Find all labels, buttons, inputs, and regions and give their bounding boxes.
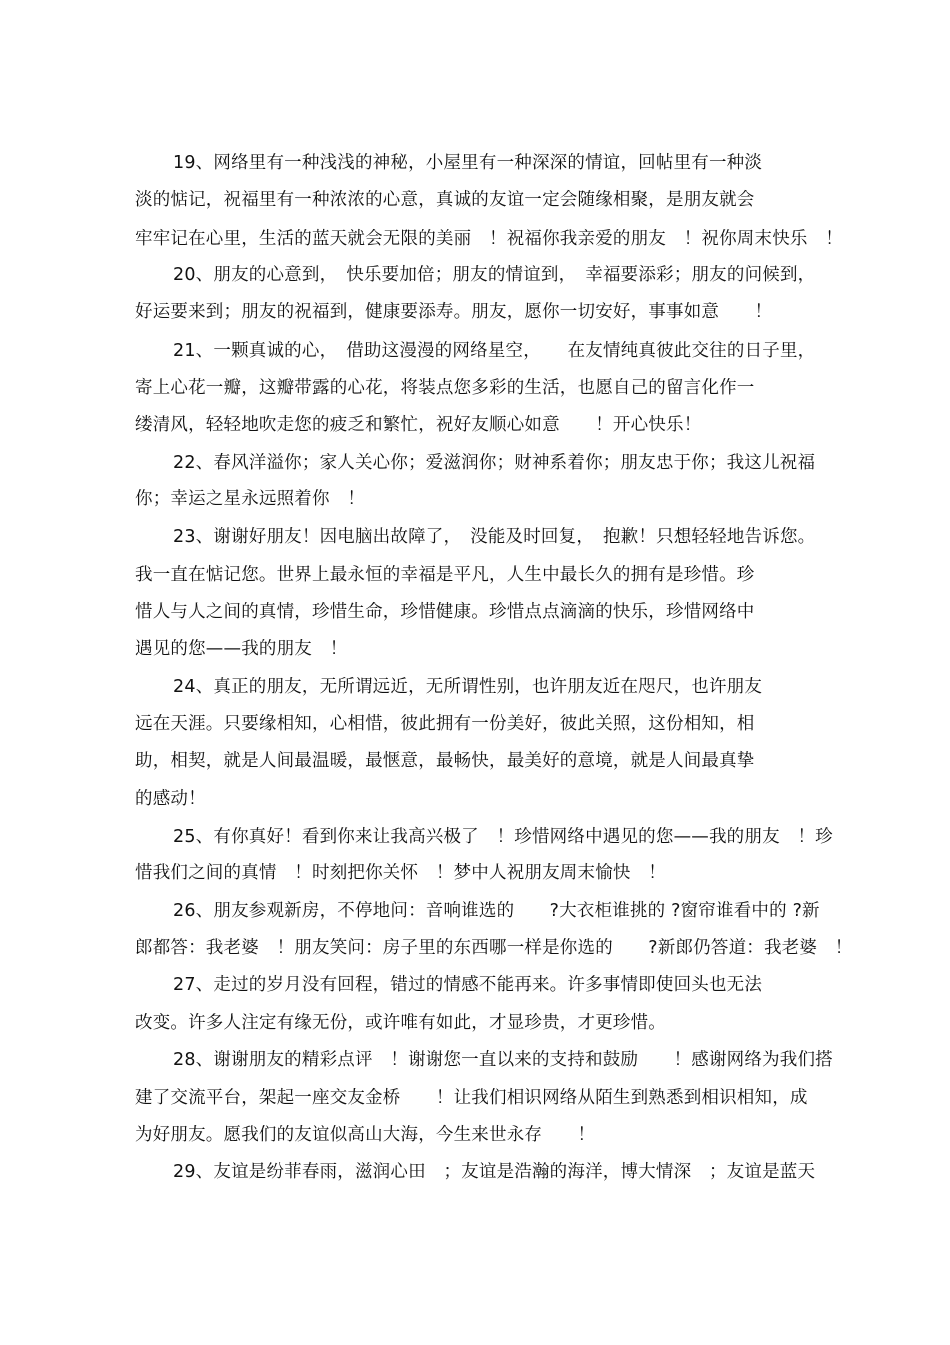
paragraph-21-line-1: 21、一颗真诚的心， 借助这漫漫的网络星空， 在友情纯真彼此交往的日子里， [173, 341, 816, 361]
paragraph-25-line-2: 惜我们之间的真情 ！时刻把你关怀 ！梦中人祝朋友周末愉快 ！ [135, 863, 666, 883]
paragraph-29-line-1: 29、友谊是纷菲春雨，滋润心田 ；友谊是浩瀚的海洋，博大情深 ；友谊是蓝天 [173, 1162, 816, 1182]
paragraph-25-line-1: 25、有你真好！看到你来让我高兴极了 ！珍惜网络中遇见的您——我的朋友 ！珍 [173, 827, 833, 847]
paragraph-27-line-1: 27、走过的岁月没有回程，错过的情感不能再来。许多事情即使回头也无法 [173, 975, 763, 995]
paragraph-27-line-2: 改变。许多人注定有缘无份，或许唯有如此，才显珍贵，才更珍惜。 [135, 1013, 666, 1033]
paragraph-24-line-4: 的感动！ [135, 789, 206, 809]
paragraph-28-line-2: 建了交流平台，架起一座交友金桥 ！让我们相识网络从陌生到熟悉到相识相知，成 [135, 1088, 808, 1108]
paragraph-22-line-2: 你；幸运之星永远照着你 ！ [135, 489, 366, 509]
paragraph-21-line-3: 缕清风，轻轻地吹走您的疲乏和繁忙，祝好友顺心如意 ！开心快乐！ [135, 415, 702, 435]
paragraph-23-line-4: 遇见的您——我的朋友 ！ [135, 639, 348, 659]
paragraph-23-line-3: 惜人与人之间的真情，珍惜生命，珍惜健康。珍惜点点滴滴的快乐，珍惜网络中 [135, 602, 755, 622]
paragraph-23-line-1: 23、谢谢好朋友！因电脑出故障了， 没能及时回复， 抱歉！只想轻轻地告诉您。 [173, 527, 816, 547]
paragraph-24-line-2: 远在天涯。只要缘相知，心相惜，彼此拥有一份美好，彼此关照，这份相知，相 [135, 714, 755, 734]
paragraph-19-line-2: 淡的惦记，祝福里有一种浓浓的心意，真诚的友谊一定会随缘相聚，是朋友就会 [135, 190, 755, 210]
paragraph-19-line-3: 牢牢记在心里，生活的蓝天就会无限的美丽 ！祝福你我亲爱的朋友 ！祝你周末快乐 ！ [135, 229, 843, 249]
paragraph-21-line-2: 寄上心花一瓣，这瓣带露的心花，将装点您多彩的生活，也愿自己的留言化作一 [135, 378, 755, 398]
paragraph-28-line-1: 28、谢谢朋友的精彩点评 ！谢谢您一直以来的支持和鼓励 ！感谢网络为我们搭 [173, 1050, 833, 1070]
paragraph-20-line-2: 好运要来到；朋友的祝福到，健康要添寿。朋友，愿你一切安好，事事如意 ！ [135, 302, 773, 322]
paragraph-23-line-2: 我一直在惦记您。世界上最永恒的幸福是平凡，人生中最长久的拥有是珍惜。珍 [135, 565, 755, 585]
paragraph-24-line-1: 24、真正的朋友，无所谓远近，无所谓性别，也许朋友近在咫尺，也许朋友 [173, 677, 763, 697]
paragraph-28-line-3: 为好朋友。愿我们的友谊似高山大海，今生来世永存 ！ [135, 1125, 596, 1145]
paragraph-19-line-1: 19、网络里有一种浅浅的神秘，小屋里有一种深深的情谊，回帖里有一种淡 [173, 153, 763, 173]
paragraph-22-line-1: 22、春风洋溢你；家人关心你；爱滋润你；财神系着你；朋友忠于你；我这儿祝福 [173, 453, 816, 473]
paragraph-26-line-1: 26、朋友参观新房，不停地问：音响谁选的 ?大衣柜谁挑的 ?窗帘谁看中的 ?新 [173, 901, 820, 921]
paragraph-24-line-3: 助，相契，就是人间最温暖，最惬意，最畅快，最美好的意境，就是人间最真挚 [135, 751, 755, 771]
paragraph-20-line-1: 20、朋友的心意到， 快乐要加倍；朋友的情谊到， 幸福要添彩；朋友的问候到， [173, 265, 816, 285]
paragraph-26-line-2: 郎都答：我老婆 ！朋友笑问：房子里的东西哪一样是你选的 ?新郎仍答道：我老婆 ！ [135, 938, 853, 958]
